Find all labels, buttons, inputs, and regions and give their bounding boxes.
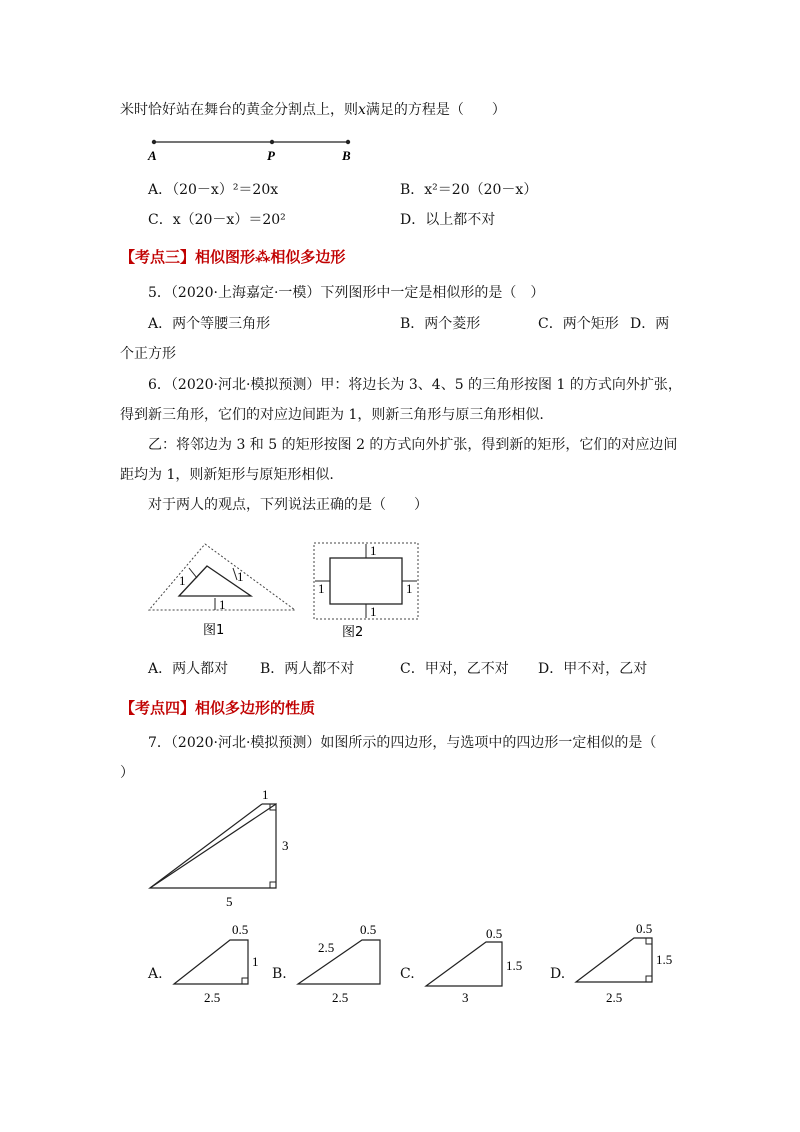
figure-2-rectangles bbox=[310, 540, 420, 638]
q6-line-3: 乙：将邻边为 3 和 5 的矩形按图 2 的方式向外扩张，得到新的矩形，它们的对应边间 bbox=[148, 437, 678, 453]
q7-option-b-figure bbox=[292, 920, 402, 1010]
q7-c-label-top: 0.5 bbox=[486, 926, 503, 941]
q7-b-label-top: 0.5 bbox=[360, 922, 377, 937]
segment-label-b: B bbox=[342, 148, 351, 162]
q7-a-label-right: 1 bbox=[252, 954, 259, 969]
q6-line-2: 得到新三角形，它们的对应边间距为 1，则新三角形与原三角形相似. bbox=[120, 407, 544, 423]
q7-main-quadrilateral bbox=[140, 786, 310, 908]
q7-option-c-figure bbox=[420, 926, 530, 1010]
q7-option-c-letter: C. bbox=[400, 966, 415, 982]
q5-option-d: D．两 bbox=[630, 316, 670, 332]
q7-stem-cont: ） bbox=[120, 765, 134, 781]
fig2-label-left: 1 bbox=[318, 581, 325, 596]
q7-option-a-figure bbox=[168, 920, 278, 1010]
q4-option-d: D．以上都不对 bbox=[400, 212, 496, 228]
q5-option-b: B．两个菱形 bbox=[400, 316, 481, 332]
intro-text: 米时恰好站在舞台的黄金分割点上，则 bbox=[120, 102, 358, 118]
q4-option-c: C．x（20－x）＝20² bbox=[148, 212, 286, 228]
q6-line-4: 距均为 1，则新矩形与原矩形相似. bbox=[120, 467, 334, 483]
fig1-label-left: 1 bbox=[179, 573, 186, 588]
q7-option-b-letter: B. bbox=[272, 966, 287, 982]
q7-a-label-bottom: 2.5 bbox=[204, 990, 221, 1005]
q7-option-a-letter: A. bbox=[148, 966, 163, 982]
q5-stem: 5．（2020·上海嘉定·一模）下列图形中一定是相似形的是（ ） bbox=[148, 285, 545, 301]
q6-option-a: A．两人都对 bbox=[148, 661, 229, 677]
q6-option-c: C．甲对，乙不对 bbox=[400, 661, 509, 677]
q7-c-label-bottom: 3 bbox=[462, 990, 469, 1005]
q6-option-d: D．甲不对，乙对 bbox=[538, 661, 648, 677]
intro-var: x bbox=[358, 102, 366, 118]
fig2-label-right: 1 bbox=[406, 581, 413, 596]
q6-option-b: B．两人都不对 bbox=[260, 661, 355, 677]
section-heading-3: 【考点三】相似图形⁂相似多边形 bbox=[120, 248, 346, 266]
fig2-caption: 图2 bbox=[342, 625, 364, 638]
q7-a-label-top: 0.5 bbox=[232, 922, 249, 937]
figure-1-triangles bbox=[145, 538, 305, 638]
segment-label-a: A bbox=[148, 148, 157, 162]
intro-line bbox=[120, 99, 506, 119]
q6-line-1: 6．（2020·河北·模拟预测）甲：将边长为 3、4、5 的三角形按图 1 的方式向外扩张， bbox=[148, 377, 682, 393]
q7-d-label-bottom: 2.5 bbox=[606, 990, 623, 1005]
q7-option-d-letter: D. bbox=[550, 966, 566, 982]
q5-option-a: A．两个等腰三角形 bbox=[148, 316, 271, 332]
fig2-label-bottom: 1 bbox=[370, 604, 377, 619]
intro-text-end: 满足的方程是（ ） bbox=[365, 102, 506, 118]
segment-label-p: P bbox=[267, 148, 275, 162]
section-heading-4: 【考点四】相似多边形的性质 bbox=[120, 699, 316, 717]
segment-apb-figure bbox=[140, 128, 370, 162]
q7-b-label-slant: 2.5 bbox=[318, 940, 335, 955]
q4-option-a: A．（20－x）²＝20x bbox=[148, 182, 279, 198]
q7-d-label-top: 0.5 bbox=[636, 921, 653, 936]
fig1-caption: 图1 bbox=[203, 623, 225, 638]
q5-option-d-cont: 个正方形 bbox=[120, 346, 176, 362]
q4-option-b: B．x²＝20（20－x） bbox=[400, 182, 538, 198]
q7-main-label-top: 1 bbox=[262, 787, 269, 802]
fig2-label-top: 1 bbox=[370, 543, 377, 558]
q7-option-d-figure bbox=[570, 920, 680, 1010]
q7-main-label-right: 3 bbox=[282, 838, 289, 853]
q7-main-label-bottom: 5 bbox=[226, 894, 233, 908]
q7-c-label-right: 1.5 bbox=[506, 958, 523, 973]
q5-option-c: C．两个矩形 bbox=[538, 316, 619, 332]
fig1-label-right: 1 bbox=[237, 569, 244, 584]
q7-d-label-right: 1.5 bbox=[656, 952, 673, 967]
q7-b-label-bottom: 2.5 bbox=[332, 990, 349, 1005]
fig1-label-bottom: 1 bbox=[219, 597, 226, 612]
q7-stem: 7．（2020·河北·模拟预测）如图所示的四边形，与选项中的四边形一定相似的是（ bbox=[148, 735, 657, 751]
q6-line-5: 对于两人的观点，下列说法正确的是（ ） bbox=[148, 497, 428, 513]
